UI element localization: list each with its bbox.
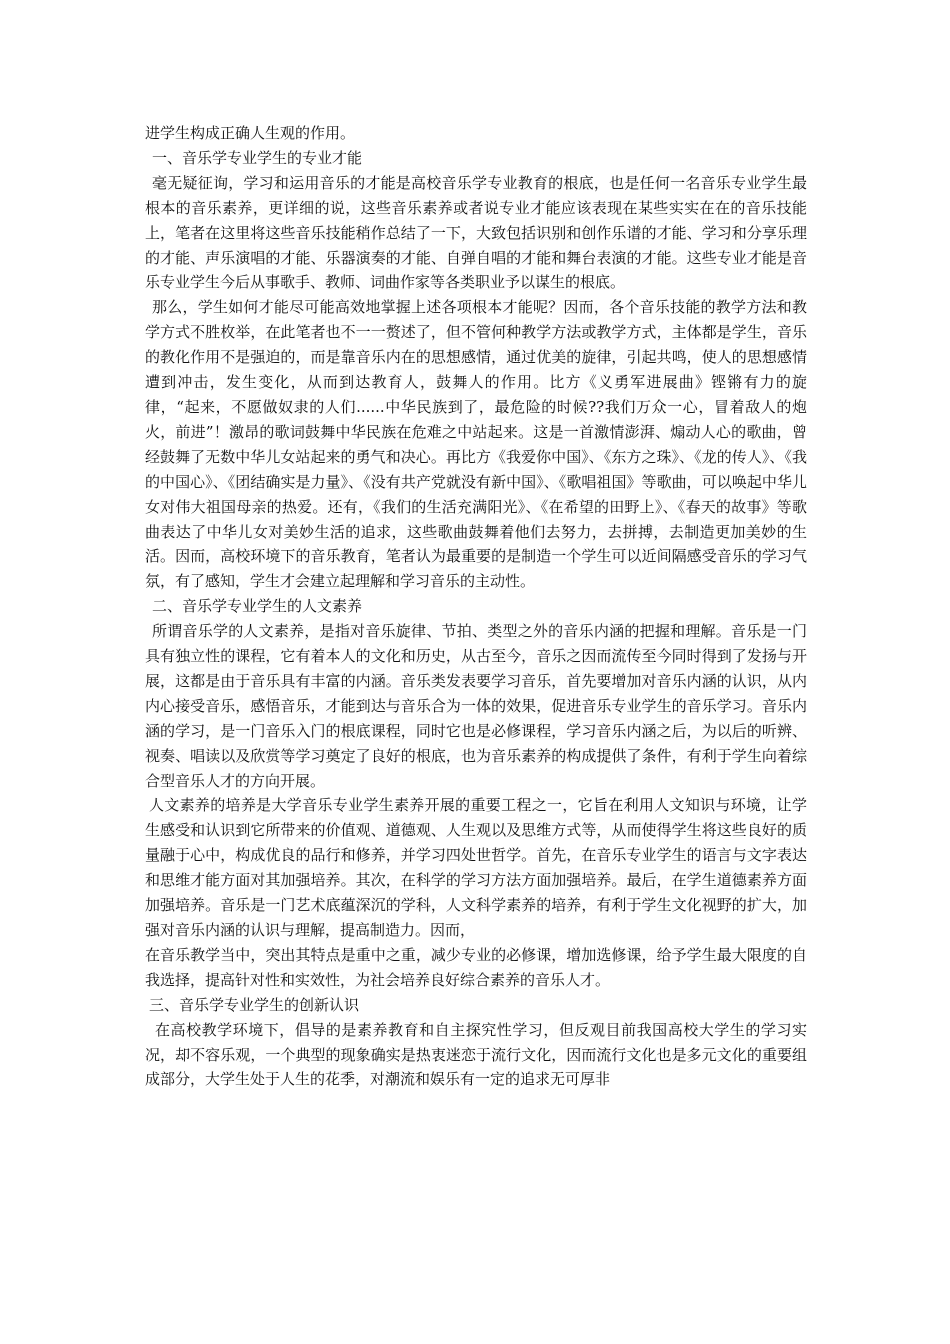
- section-heading-3: 三、音乐学专业学生的创新认识: [149, 995, 360, 1014]
- paragraph-1-2: 那么，学生如何才能尽可能高效地掌握上述各项根本才能呢？因而，各个音乐技能的教学方法和教学方式不胜枚举，在此笔者也不一一赘述了，但不管何种教学方法或教学方式，主体都是学生，音乐的教化作用不是强迫的，而是靠音乐内在的思想感情，通过优美的旋律，引起共鸣，使人的思想感情遭到冲击，发生变化，从而到达教育人，鼓舞人的作用。比方《义勇军进展曲》铿锵有力的旋律，“起来，不愿做奴隶的人们......中华民族到了，最危险的时候??我们万众一心，冒着敌人的炮火，前进”！激昂的歌词鼓舞中华民族在危难之中站起来。这是一首激情澎湃、煽动人心的歌曲，曾经鼓舞了无数中华儿女站起来的勇气和决心。再比方《我爱你中国》、《东方之珠》、《龙的传人》、《我的中国心》、《团结确实是力量》、《没有共产党就没有新中国》、《歌唱祖国》等歌曲，可以唤起中华儿女对伟大祖国母亲的热爱。还有，《我们的生活充满阳光》、《在希望的田野上》、《春天的故事》等歌曲表达了中华儿女对美妙生活的追求，这些歌曲鼓舞着他们去努力，去拼搏，去制造更加美妙的生活。因而，高校环境下的音乐教育，笔者认为最重要的是制造一个学生可以近间隔感受音乐的学习气氛，有了感知，学生才会建立起理解和学习音乐的主动性。: [145, 298, 807, 591]
- paragraph-1-1: 毫无疑征询，学习和运用音乐的才能是高校音乐学专业教育的根底，也是任何一名音乐专业学生最根本的音乐素养，更详细的说，这些音乐素养或者说专业才能应该表现在某些实实在在的音乐技能上，笔者在这里将这些音乐技能稍作总结了一下，大致包括识别和创作乐谱的才能、学习和分享乐理的才能、声乐演唱的才能、乐器演奏的才能、自弹自唱的才能和舞台表演的才能。这些专业才能是音乐专业学生今后从事歌手、教师、词曲作家等各类职业予以谋生的根底。: [145, 173, 807, 292]
- section-heading-2: 二、音乐学专业学生的人文素养: [152, 597, 363, 616]
- section-heading-1: 一、音乐学专业学生的专业才能: [152, 148, 363, 167]
- paragraph-2-2: 人文素养的培养是大学音乐专业学生素养开展的重要工程之一，它旨在利用人文知识与环境，让学生感受和认识到它所带来的价值观、道德观、人生观以及思维方式等，从而使得学生将这些良好的质量融于心中，构成优良的品行和修养，并学习四处世哲学。首先，在音乐专业学生的语言与文字表达和思维才能方面对其加强培养。其次，在科学的学习方法方面加强培养。最后，在学生道德素养方面加强培养。音乐是一门艺术底蕴深沉的学科，人文科学素养的培养，有利于学生文化视野的扩大，加强对音乐内涵的认识与理解，提高制造力。因而，: [145, 796, 807, 939]
- document-page: [145, 121, 807, 1092]
- paragraph-2-3: 在音乐教学当中，突出其特点是重中之重，减少专业的必修课，增加选修课，给予学生最大限度的自我选择，提高针对性和实效性，为社会培养良好综合素养的音乐人才。: [145, 945, 807, 989]
- paragraph-2-1: 所谓音乐学的人文素养，是指对音乐旋律、节拍、类型之外的音乐内涵的把握和理解。音乐是一门具有独立性的课程，它有着本人的文化和历史，从古至今，音乐之因而流传至今同时得到了发扬与开展，这都是由于音乐具有丰富的内涵。音乐类发表要学习音乐，首先要增加对音乐内涵的认识，从内内心接受音乐，感悟音乐，才能到达与音乐合为一体的效果，促进音乐专业学生的音乐学习。音乐内涵的学习，是一门音乐入门的根底课程，同时它也是必修课程，学习音乐内涵之后，为以后的听辨、视奏、唱读以及欣赏等学习奠定了良好的根底，也为音乐素养的构成提供了条件，有利于学生向着综合型音乐人才的方向开展。: [145, 622, 807, 790]
- paragraph-intro-tail: 进学生构成正确人生观的作用。: [145, 124, 356, 142]
- paragraph-3-1: 在高校教学环境下，倡导的是素养教育和自主探究性学习，但反观目前我国高校大学生的学习实况，却不容乐观，一个典型的现象确实是热衷迷恋于流行文化，因而流行文化也是多元文化的重要组成部分，大学生处于人生的花季，对潮流和娱乐有一定的追求无可厚非: [145, 1020, 807, 1089]
